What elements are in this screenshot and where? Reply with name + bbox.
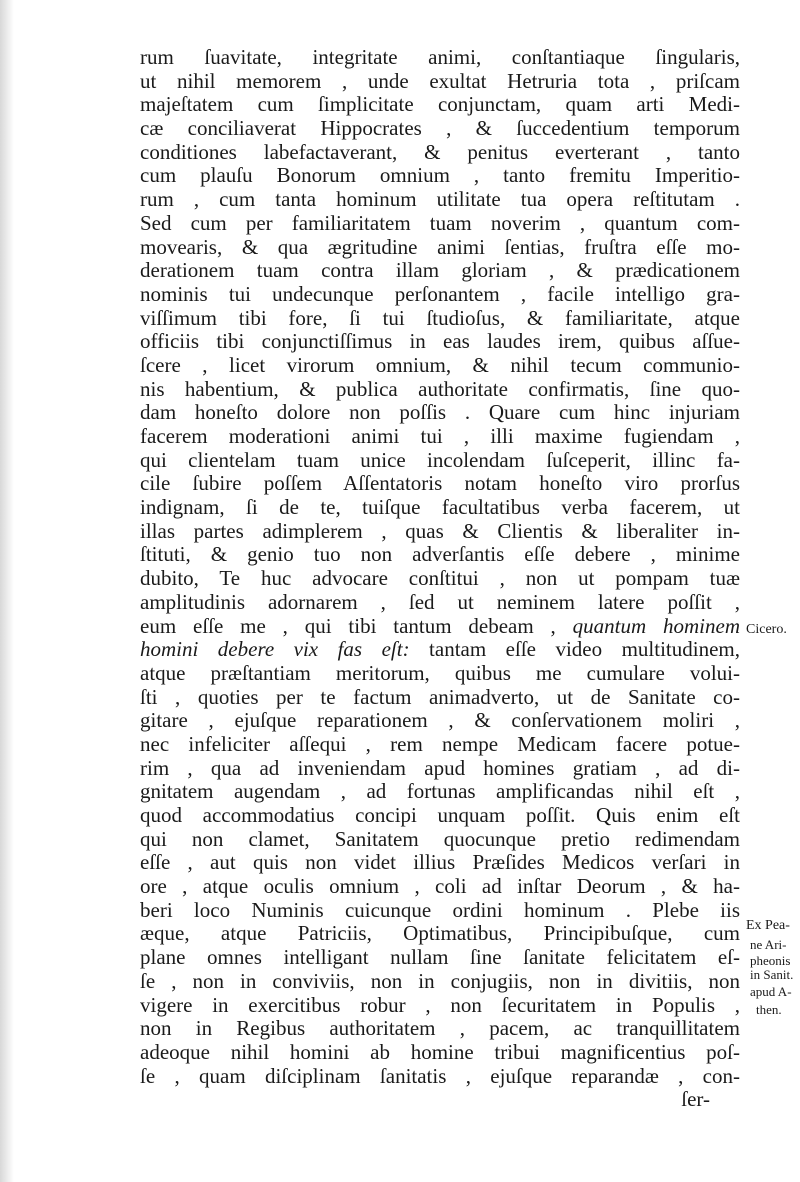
text-line: beri loco Numinis cuicunque ordini hominum . Plebe iis bbox=[140, 897, 740, 922]
text-line: atque præſtantiam meritorum, quibus me cumulare volui- bbox=[140, 660, 740, 685]
text-line: viſſimum tibi fore, ſi tui ſtudioſus, & familiaritate, atque bbox=[140, 305, 740, 330]
text-line: rum , cum tanta hominum utilitate tua opera reſtitutam . bbox=[140, 187, 740, 212]
text-line: cile ſubire poſſem Aſſentatoris notam honeſto viro prorſus bbox=[140, 471, 740, 496]
text-line-with-italic bbox=[140, 638, 740, 662]
text-line: adeoque nihil homini ab homine tribui magnificentius poſ- bbox=[140, 1039, 740, 1064]
margin-note-pheonis: pheonis bbox=[750, 953, 791, 968]
body-text bbox=[140, 46, 740, 1112]
text-line: Sed cum per familiaritatem tuam noverim , quantum com- bbox=[140, 210, 740, 235]
text-line: dam honeſto dolore non poſſis . Quare cum hinc injuriam bbox=[140, 400, 740, 425]
italic-run: quantum hominem bbox=[572, 613, 740, 638]
text-line: nominis tui undecunque perſonantem , facile intelligo gra- bbox=[140, 281, 740, 306]
margin-note-ne-ari: ne Ari- bbox=[750, 937, 787, 952]
text-line: ſe , non in conviviis, non in conjugiis, non in divitiis, non bbox=[140, 968, 740, 993]
text-line: cum plauſu Bonorum omnium , tanto fremitu Imperitio- bbox=[140, 163, 740, 188]
margin-note-cicero: Cicero. bbox=[746, 622, 787, 637]
text-line: qui clientelam tuam unice incolendam ſuſceperit, illinc fa- bbox=[140, 447, 740, 472]
text-line-with-italic bbox=[140, 615, 740, 639]
text-line: nec infeliciter aſſequi , rem nempe Medicam facere potue- bbox=[140, 731, 740, 756]
text-line: amplitudinis adornarem , ſed ut neminem latere poſſit , bbox=[140, 589, 740, 614]
text-line: rim , qua ad inveniendam apud homines gratiam , ad di- bbox=[140, 755, 740, 780]
text-line: ſe , quam diſciplinam ſanitatis , ejuſque reparandæ , con- bbox=[140, 1063, 740, 1088]
text-line: ſti , quoties per te factum animadverto, ut de Sanitate co- bbox=[140, 684, 740, 709]
text-line: indignam, ſi de te, tuiſque facultatibus verba facerem, ut bbox=[140, 495, 740, 520]
roman-run: tantam eſſe video multitudinem, bbox=[409, 637, 740, 662]
text-line: gnitatem augendam , ad fortunas amplificandas nihil eſt , bbox=[140, 779, 740, 804]
text-line: vigere in exercitibus robur , non ſecuritatem in Populis , bbox=[140, 992, 740, 1017]
text-line: rum ſuavitate, integritate animi, conſtantiaque ſingularis, bbox=[140, 45, 740, 69]
margin-note-ex-pea: Ex Pea- bbox=[746, 918, 790, 933]
text-line: facerem moderationi animi tui , illi maxime fugiendam , bbox=[140, 424, 740, 448]
text-line: eſſe , aut quis non videt illius Præſides Medicos verſari in bbox=[140, 850, 740, 875]
text-line: ſcere , licet virorum omnium, & nihil tecum communio- bbox=[140, 352, 740, 377]
margin-note-apud-a: apud A- bbox=[750, 984, 792, 999]
text-line: derationem tuam contra illam gloriam , & prædicationem bbox=[140, 258, 740, 283]
margin-note-then: then. bbox=[756, 1002, 782, 1017]
roman-run: eum eſſe me , qui tibi tantum debeam , bbox=[140, 613, 573, 638]
text-line: cæ conciliaverat Hippocrates , & ſuccedentium temporum bbox=[140, 116, 740, 141]
text-line: ſtituti, & genio tuo non adverſantis eſſe debere , minime bbox=[140, 542, 740, 567]
text-line: qui non clamet, Sanitatem quocunque pretio redimendam bbox=[140, 826, 740, 851]
text-line: illas partes adimplerem , quas & Clientis & liberaliter in- bbox=[140, 518, 740, 543]
text-line: quod accommodatius concipi unquam poſſit. Quis enim eſt bbox=[140, 803, 740, 827]
margin-note-in-sanit: in Sanit. bbox=[750, 967, 794, 982]
italic-run: homini debere vix fas eſt: bbox=[140, 637, 410, 662]
catchword: ſer- bbox=[681, 1087, 710, 1112]
text-line: dubito, Te huc advocare conſtitui , non ut pompam tuæ bbox=[140, 566, 740, 591]
text-line: æque, atque Patriciis, Optimatibus, Principibuſque, cum bbox=[140, 921, 740, 946]
text-line: gitare , ejuſque reparationem , & conſervationem moliri , bbox=[140, 708, 740, 733]
text-line: officiis tibi conjunctiſſimus in eas laudes irem, quibus aſſue- bbox=[140, 329, 740, 354]
text-line: movearis, & qua ægritudine animi ſentias, fruſtra eſſe mo- bbox=[140, 234, 740, 259]
text-line: conditiones labefactaverant, & penitus everterant , tanto bbox=[140, 139, 740, 164]
text-line: non in Regibus authoritatem , pacem, ac tranquillitatem bbox=[140, 1016, 740, 1041]
text-line: ut nihil memorem , unde exultat Hetruria tota , priſcam bbox=[140, 68, 740, 93]
text-line: plane omnes intelligant nullam ſine ſanitate felicitatem eſ- bbox=[140, 945, 740, 970]
binding-shadow bbox=[0, 0, 14, 1182]
text-line: ore , atque oculis omnium , coli ad inſtar Deorum , & ha- bbox=[140, 874, 740, 899]
text-line: majeſtatem cum ſimplicitate conjunctam, quam arti Medi- bbox=[140, 92, 740, 117]
text-line: nis habentium, & publica authoritate confirmatis, ſine quo- bbox=[140, 376, 740, 401]
